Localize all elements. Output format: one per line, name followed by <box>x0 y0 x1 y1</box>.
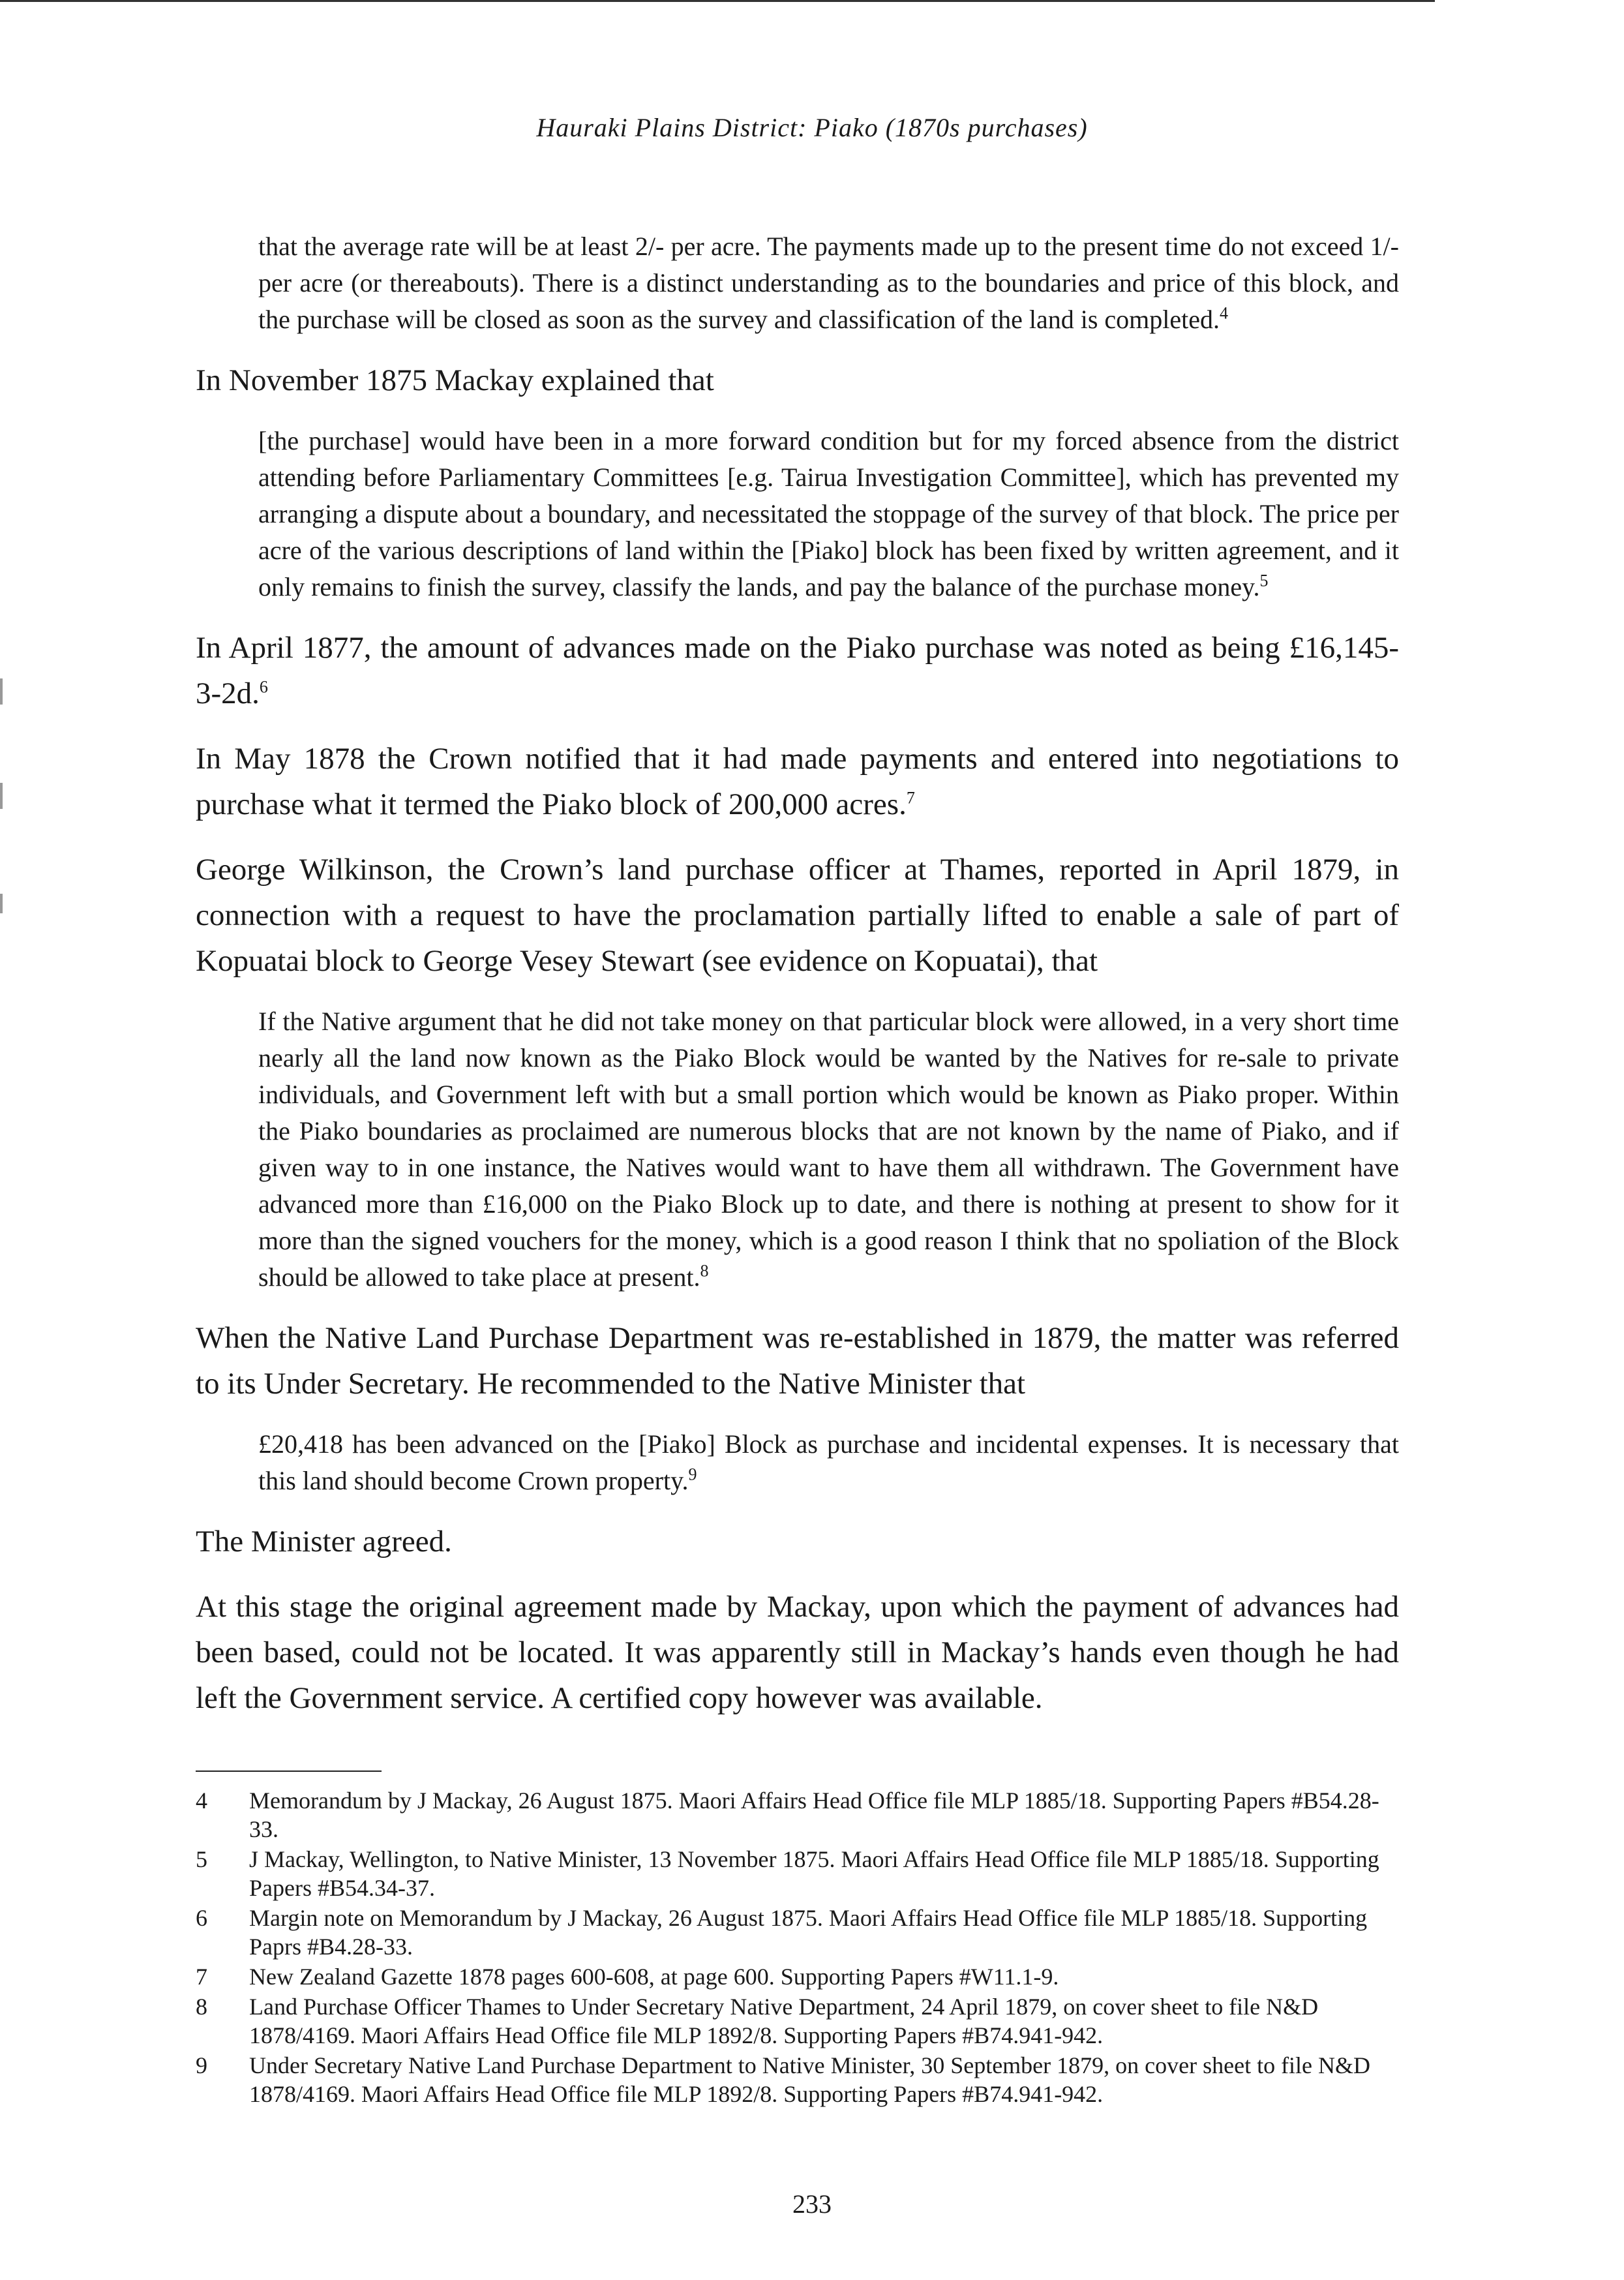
block-quote <box>196 1426 1399 1499</box>
block-quote <box>196 1003 1399 1296</box>
body-text <box>196 228 1399 1740</box>
footnote-ref[interactable]: 8 <box>700 1261 709 1281</box>
block-text: that the average rate will be at least 2/- per acre. The payments made up to the present time do not exceed 1/- per acre (or thereabouts). There is a distinct understanding as to the boundaries and price of this block, and the purchase will be closed as soon as the survey and classification of the land is completed. <box>258 232 1399 334</box>
block-text: £20,418 has been advanced on the [Piako] Block as purchase and incidental expenses. It is necessary that this land should become Crown property. <box>258 1429 1399 1495</box>
footnote-text: Land Purchase Officer Thames to Under Secretary Native Department, 24 April 1879, on cover sheet to file N&D 1878/4169. Maori Affairs Head Office file MLP 1892/8. Supporting Papers #B74.941-942. <box>249 1994 1319 2048</box>
footnote <box>196 2051 1399 2108</box>
footnote <box>196 1786 1399 1844</box>
footnote-ref[interactable]: 6 <box>259 677 268 697</box>
paragraph <box>196 1519 1399 1564</box>
footnote-number: 9 <box>196 2052 207 2078</box>
paragraph <box>196 1584 1399 1721</box>
footnote-number: 6 <box>196 1905 207 1931</box>
block-text: In May 1878 the Crown notified that it had made payments and entered into negotiations to purchase what it termed the Piako block of 200,000 acres. <box>196 742 1399 821</box>
footnote-ref[interactable]: 5 <box>1259 571 1269 590</box>
paragraph <box>196 847 1399 984</box>
block-text: In November 1875 Mackay explained that <box>196 363 714 397</box>
paragraph <box>196 625 1399 716</box>
footnote-number: 4 <box>196 1787 207 1814</box>
footnote-text: Memorandum by J Mackay, 26 August 1875. Maori Affairs Head Office file MLP 1885/18. Supporting Papers #B54.28-33. <box>249 1787 1379 1842</box>
block-text: At this stage the original agreement made by Mackay, upon which the payment of advances had been based, could not be located. It was apparently still in Mackay’s hands even though he had left the Government service. A certified copy however was available. <box>196 1590 1399 1715</box>
footnote <box>196 1992 1399 2050</box>
page-number: 233 <box>792 2189 832 2219</box>
footnotes <box>196 1771 1399 2110</box>
footnote-number: 7 <box>196 1964 207 1990</box>
top-rule <box>0 0 1435 2</box>
block-text: If the Native argument that he did not take money on that particular block were allowed, in a very short time nearly all the land now known as the Piako Block would be wanted by the Natives for re-sale to private individuals, and Government left with but a small portion which would be known as Piako proper. Within the Piako boundaries as proclaimed are numerous blocks that are not known by the name of Piako, and if given way to in one instance, the Natives would want to have them all withdrawn. The Government have advanced more than £16,000 on the Piako Block up to date, and there is nothing at present to show for it more than the signed vouchers for the money, which is a good reason I think that no spoliation of the Block should be allowed to take place at present. <box>258 1007 1399 1292</box>
block-text: George Wilkinson, the Crown’s land purchase officer at Thames, reported in April 1879, in connection with a request to have the proclamation partially lifted to enable a sale of part of Kopuatai block to George Vesey Stewart (see evidence on Kopuatai), that <box>196 853 1399 978</box>
footnote <box>196 1962 1399 1991</box>
footnote-text: Under Secretary Native Land Purchase Department to Native Minister, 30 September 1879, on cover sheet to file N&D 1878/4169. Maori Affairs Head Office file MLP 1892/8. Supporting Papers #B74.941-942. <box>249 2052 1371 2107</box>
footnote <box>196 1904 1399 1961</box>
footnote-ref[interactable]: 9 <box>688 1465 697 1484</box>
footnote-rule <box>196 1771 382 1772</box>
footnote-text: New Zealand Gazette 1878 pages 600-608, at page 600. Supporting Papers #W11.1-9. <box>249 1964 1059 1990</box>
paragraph <box>196 1315 1399 1406</box>
block-text: The Minister agreed. <box>196 1525 452 1558</box>
block-text: [the purchase] would have been in a more forward condition but for my forced absence from the district attending before Parliamentary Committees [e.g. Tairua Investigation Committee], which has prevented my arranging a dispute about a boundary, and necessitated the stoppage of the survey of that block. The price per acre of the various descriptions of land within the [Piako] block has been fixed by written agreement, and it only remains to finish the survey, classify the lands, and pay the balance of the purchase money. <box>258 426 1399 601</box>
footnote <box>196 1845 1399 1902</box>
scan-edge-mark <box>0 678 3 705</box>
footnote-text: Margin note on Memorandum by J Mackay, 26 August 1875. Maori Affairs Head Office file MLP 1885/18. Supporting Paprs #B4.28-33. <box>249 1905 1368 1960</box>
footnote-list <box>196 1786 1399 2108</box>
paragraph <box>196 357 1399 403</box>
footnote-number: 8 <box>196 1994 207 2020</box>
footnote-ref[interactable]: 4 <box>1220 303 1229 323</box>
scan-edge-mark <box>0 783 3 809</box>
running-head: Hauraki Plains District: Piako (1870s purchases) <box>536 113 1088 142</box>
footnote-ref[interactable]: 7 <box>906 788 915 808</box>
footnote-text: J Mackay, Wellington, to Native Minister, 13 November 1875. Maori Affairs Head Office file MLP 1885/18. Supporting Papers #B54.34-37. <box>249 1846 1379 1901</box>
block-text: In April 1877, the amount of advances made on the Piako purchase was noted as being £16,145-3-2d. <box>196 631 1399 710</box>
block-quote <box>196 423 1399 605</box>
footnote-number: 5 <box>196 1846 207 1872</box>
block-text: When the Native Land Purchase Department was re-established in 1879, the matter was referred to its Under Secretary. He recommended to the Native Minister that <box>196 1321 1399 1401</box>
scan-edge-mark <box>0 894 3 913</box>
block-quote <box>196 228 1399 338</box>
paragraph <box>196 736 1399 827</box>
